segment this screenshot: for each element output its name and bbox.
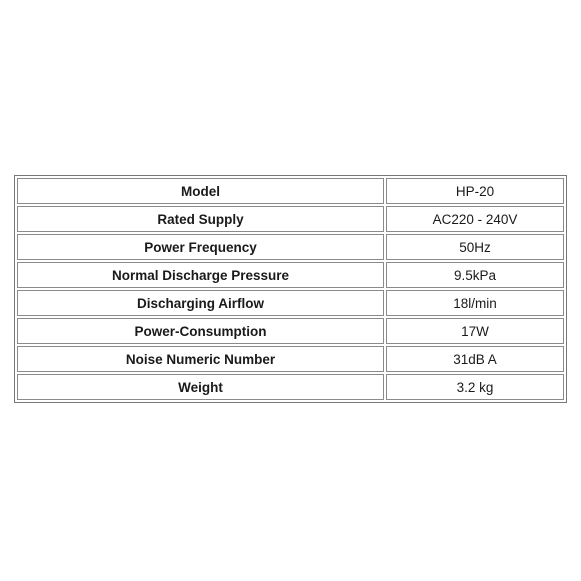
- table-row: [17, 290, 564, 316]
- table-row: [17, 178, 564, 204]
- spec-label-noise: Noise Numeric Number: [17, 346, 384, 372]
- spec-label-rated-supply: Rated Supply: [17, 206, 384, 232]
- spec-value-weight: 3.2 kg: [386, 374, 564, 400]
- table-row: [17, 346, 564, 372]
- table-row: [17, 234, 564, 260]
- spec-label-power-frequency: Power Frequency: [17, 234, 384, 260]
- spec-label-model: Model: [17, 178, 384, 204]
- spec-value-airflow: 18l/min: [386, 290, 564, 316]
- spec-table: [14, 175, 567, 403]
- spec-value-model: HP-20: [386, 178, 564, 204]
- spec-label-weight: Weight: [17, 374, 384, 400]
- spec-value-discharge-pressure: 9.5kPa: [386, 262, 564, 288]
- spec-value-power-frequency: 50Hz: [386, 234, 564, 260]
- table-row: [17, 206, 564, 232]
- table-row: [17, 262, 564, 288]
- table-row: [17, 318, 564, 344]
- table-row: [17, 374, 564, 400]
- spec-label-airflow: Discharging Airflow: [17, 290, 384, 316]
- spec-value-noise: 31dB A: [386, 346, 564, 372]
- spec-value-power-consumption: 17W: [386, 318, 564, 344]
- spec-label-discharge-pressure: Normal Discharge Pressure: [17, 262, 384, 288]
- spec-label-power-consumption: Power-Consumption: [17, 318, 384, 344]
- spec-value-rated-supply: AC220 - 240V: [386, 206, 564, 232]
